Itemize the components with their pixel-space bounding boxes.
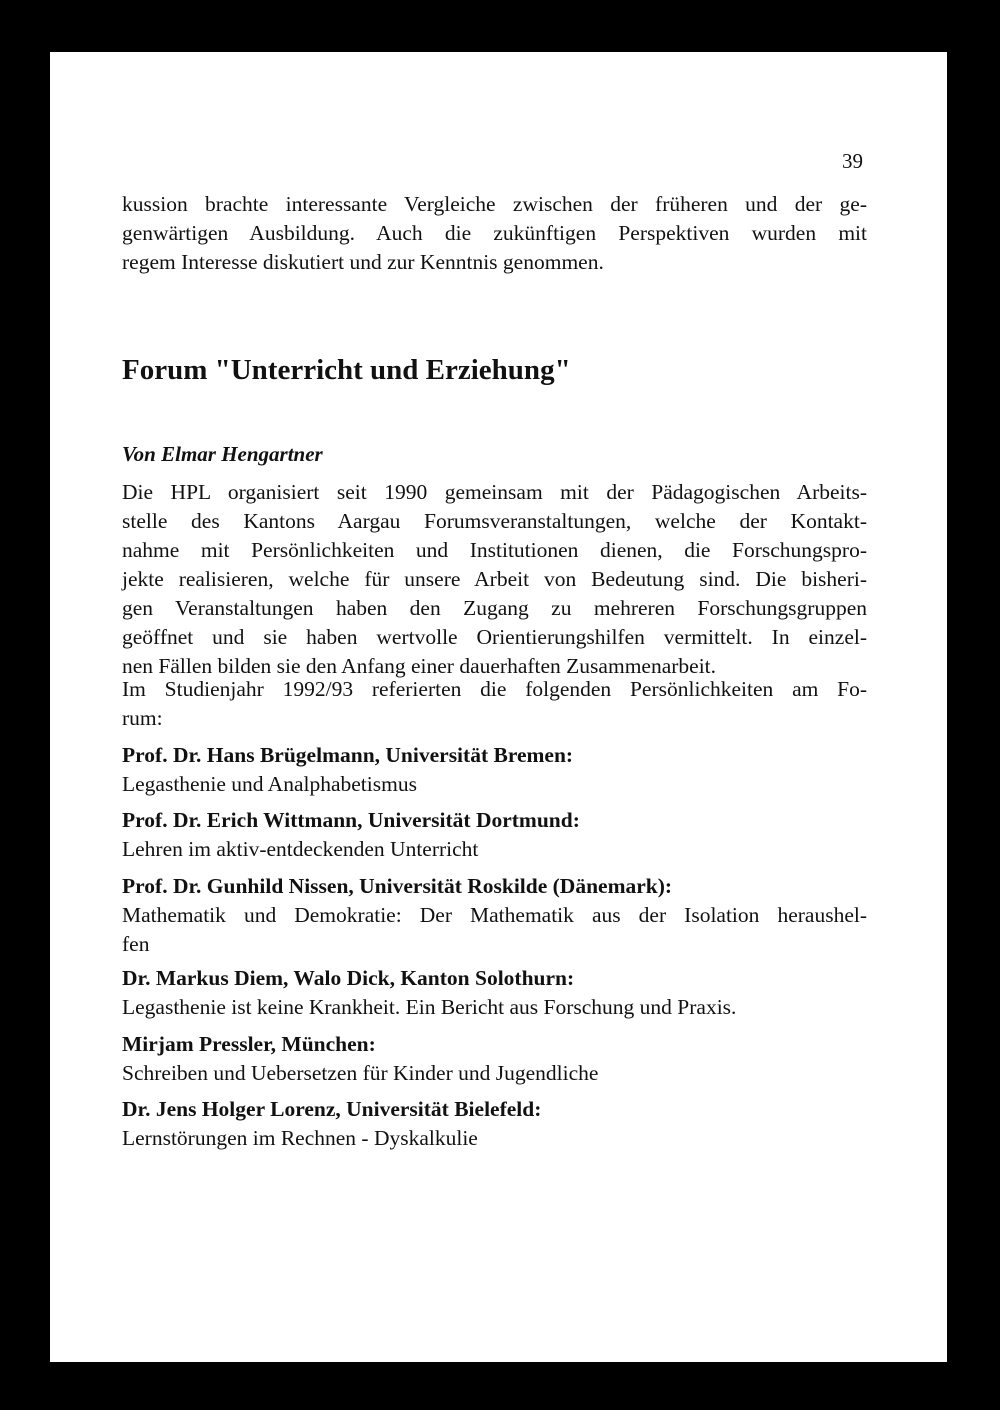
section-heading: Forum "Unterricht und Erziehung" [122, 354, 571, 386]
speaker-entry [122, 741, 867, 799]
paragraph-line: geöffnet und sie haben wertvolle Orientierungshilfen vermittelt. In einzel- [122, 625, 867, 649]
speaker-topic: Mathematik und Demokratie: Der Mathematik aus der Isolation heraushel- [122, 903, 867, 927]
speaker-name: Dr. Jens Holger Lorenz, Universität Bielefeld: [122, 1097, 542, 1121]
paragraph-line: jekte realisieren, welche für unsere Arbeit von Bedeutung sind. Die bisheri- [122, 567, 867, 591]
author-byline: Von Elmar Hengartner [122, 442, 323, 466]
speaker-topic: Legasthenie und Analphabetismus [122, 772, 417, 796]
speaker-name: Dr. Markus Diem, Walo Dick, Kanton Solothurn: [122, 966, 575, 990]
body-paragraph-2 [122, 675, 867, 733]
paragraph-line: stelle des Kantons Aargau Forumsveranstaltungen, welche der Kontakt- [122, 509, 867, 533]
paragraph-line: rum: [122, 706, 163, 730]
paragraph-line: nen Fällen bilden sie den Anfang einer dauerhaften Zusammenarbeit. [122, 654, 717, 678]
speaker-entry [122, 872, 867, 959]
speaker-name: Mirjam Pressler, München: [122, 1032, 376, 1056]
speaker-topic: Lehren im aktiv-entdeckenden Unterricht [122, 837, 479, 861]
speaker-name: Prof. Dr. Hans Brügelmann, Universität Bremen: [122, 743, 574, 767]
speaker-topic: Lernstörungen im Rechnen - Dyskalkulie [122, 1126, 478, 1150]
speaker-topic: Schreiben und Uebersetzen für Kinder und Jugendliche [122, 1061, 599, 1085]
speaker-entry [122, 1030, 867, 1088]
paragraph-line: nahme mit Persönlichkeiten und Institutionen dienen, die Forschungspro- [122, 538, 867, 562]
speaker-topic: Legasthenie ist keine Krankheit. Ein Bericht aus Forschung und Praxis. [122, 995, 737, 1019]
speaker-topic: fen [122, 932, 150, 956]
paragraph-line: Im Studienjahr 1992/93 referierten die folgenden Persönlichkeiten am Fo- [122, 677, 867, 701]
speaker-entry [122, 964, 867, 1022]
paragraph-line: gen Veranstaltungen haben den Zugang zu mehreren Forschungsgruppen [122, 596, 867, 620]
speaker-entry [122, 806, 867, 864]
paragraph-line: genwärtigen Ausbildung. Auch die zukünftigen Perspektiven wurden mit [122, 221, 867, 245]
paragraph-line: regem Interesse diskutiert und zur Kenntnis genommen. [122, 250, 604, 274]
intro-paragraph [122, 190, 867, 277]
body-paragraph-1 [122, 478, 867, 681]
speaker-entry [122, 1095, 867, 1153]
paragraph-line: kussion brachte interessante Vergleiche zwischen der früheren und der ge- [122, 192, 867, 216]
paragraph-line: Die HPL organisiert seit 1990 gemeinsam mit der Pädagogischen Arbeits- [122, 480, 867, 504]
speaker-name: Prof. Dr. Erich Wittmann, Universität Dortmund: [122, 808, 580, 832]
page-number: 39 [842, 149, 863, 173]
speaker-name: Prof. Dr. Gunhild Nissen, Universität Roskilde (Dänemark): [122, 874, 673, 898]
